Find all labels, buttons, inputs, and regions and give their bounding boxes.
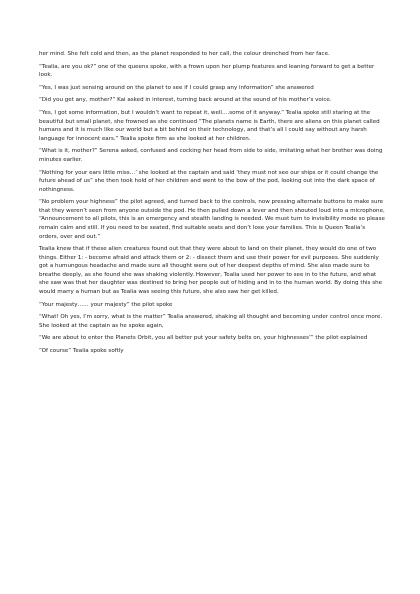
paragraph: “Nothing for your ears little miss…’ she looked at the captain and said ‘they must not see our ships or it could change the future ahead of us” she then took hold of her children and went to the bow of the pod, looking out into the dark space of nothingness. xyxy=(39,169,379,193)
paragraph: “What is it, mother?” Serena asked, confused and cocking her head from side to side, imitating what her brother was doing minutes earlier. xyxy=(39,148,383,163)
paragraph: “Did you get any, mother?” Kai asked in interest, turning back around at the sound of his mother’s voice. xyxy=(39,97,332,104)
paragraph: her mind. She felt cold and then, as the planet responded to her call, the colour drenched from her face. xyxy=(39,51,330,57)
paragraph: “Yes, I got some information, but I wouldn’t want to repeat it, well….some of it anyway.” Tealia spoke still staring at the beautiful but small planet, she frowned as she continued “The planets name is Earth, there are aliens on this planet called humans and it is much like our world but a bit behind on their technology, and that’s all I could say without any harsh language for innocent ears.” Tealia spoke firm as she looked at her children. xyxy=(39,110,380,142)
paragraph: “Yes, I was just sensing around on the planet to see if I could grasp any information” she answered xyxy=(39,84,314,91)
paragraph: Tealia knew that if these alien creatures found out that they were about to land on their planet, they would do one of two things. Either 1: - become afraid and attack them or 2: - dissect them and use their power for evil purposes. She suddenly got a humungous headache and made sure all thought were out of her deepest depths of mind. She also made sure to breathe deeply, as she found she was shaking violently. However, Tealia used her power to see in to the future, and what she saw was that her daughter was destined to bring her people out of hiding and in to the human world. By doing this she would marry a human but as Tealia was seeing this future, she also saw her get killed. xyxy=(39,246,383,295)
paragraph: “Tealia, are you ok?” one of the queens spoke, with a frown upon her plump features and leaning forward to get a better look. xyxy=(39,63,375,79)
paragraph: “What! Oh yes, I’m sorry, what is the matter” Tealia answered, shaking all thought and becoming under control once more. She looked at the captain as he spoke again, xyxy=(39,314,383,329)
paragraph: “Your majesty…… your majesty” the pilot spoke xyxy=(39,301,173,308)
story-text xyxy=(39,50,386,360)
paragraph: “No problem your highness” the pilot agreed, and turned back to the controls, now pressing alternate buttons to make sure that they weren’t seen from anyone outside the pod. He then pulled down a lever and then shouted loud into a microphone, “Announcement to all pilots, this is an emergency and stealth landing is needed. We must turn to invisibility mode so please remain calm and still. If you need to be seated, find suitable seats and don’t lose your families. This is Queen Tealia’s orders, over and out.” xyxy=(39,199,385,240)
paragraph: “We are about to enter the Planets Orbit, you all better put your safety belts on, your highnesses’” the pilot explained xyxy=(39,335,368,342)
paragraph: “Of course” Tealia spoke softly xyxy=(39,347,124,354)
